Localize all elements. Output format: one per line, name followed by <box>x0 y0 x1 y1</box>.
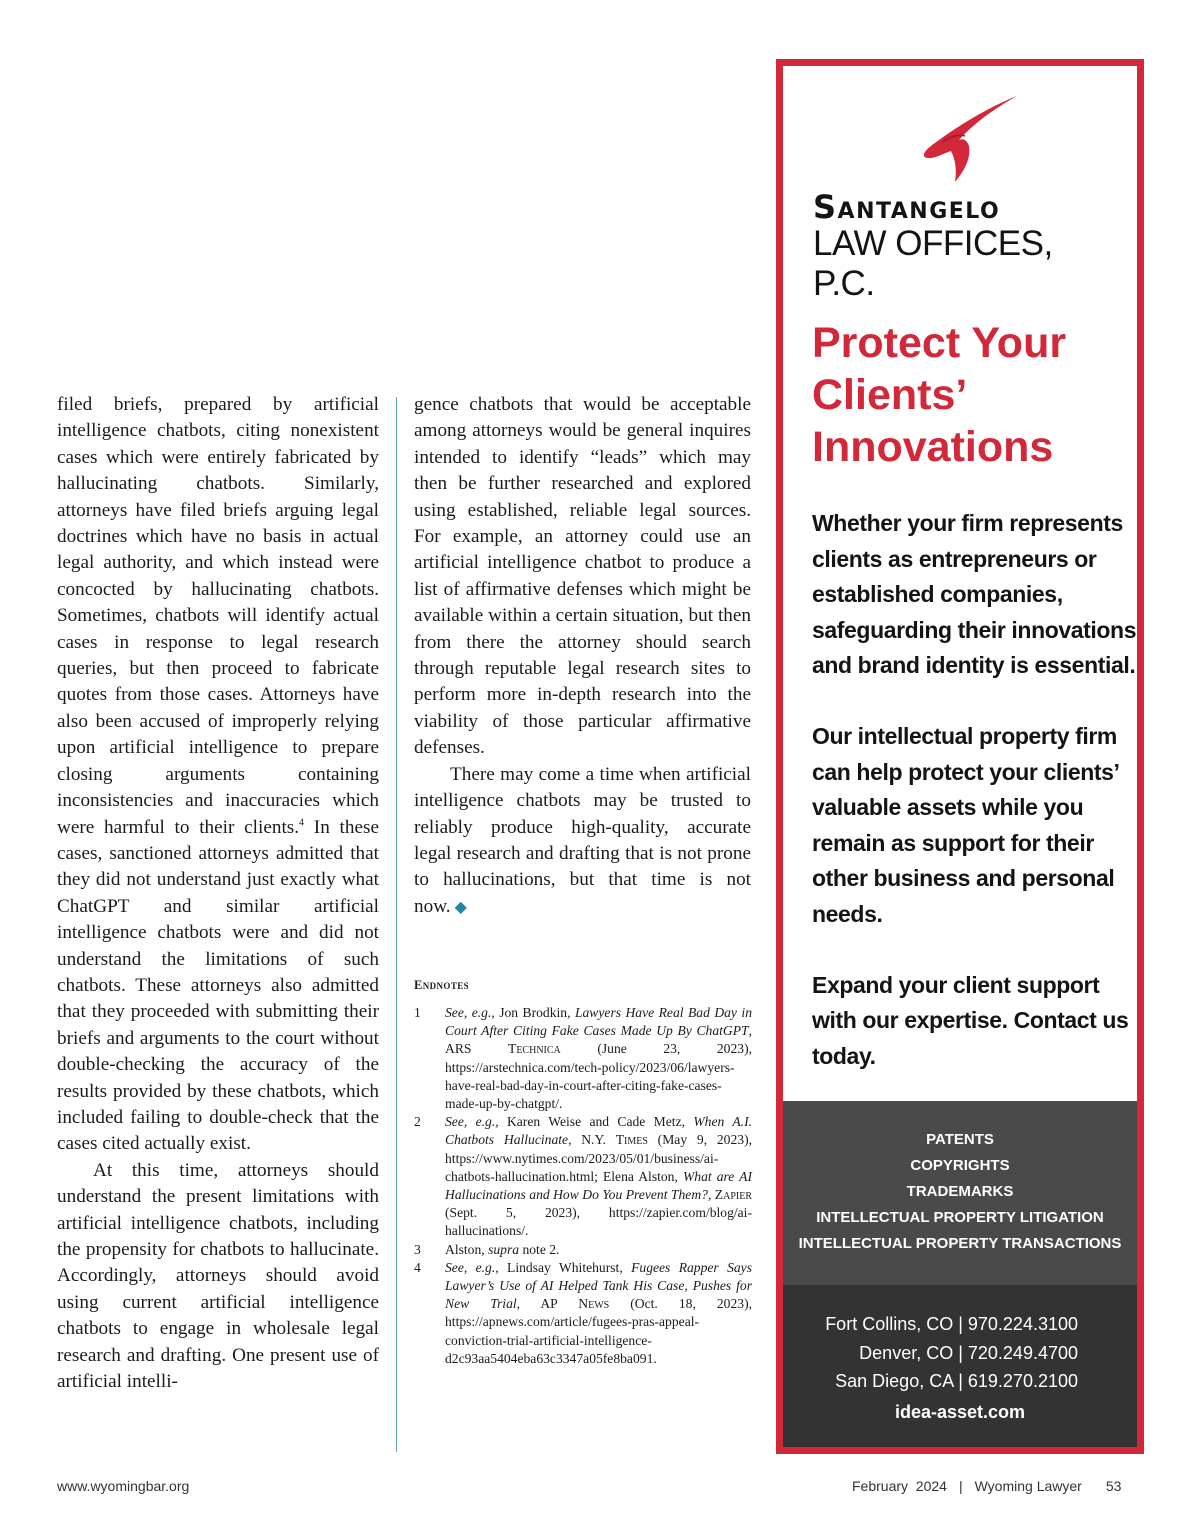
page-number: 53 <box>1105 1478 1122 1494</box>
office-contact[interactable]: Fort Collins, CO | 970.224.3100 <box>825 1314 1078 1334</box>
footer-publication-info <box>852 1478 1121 1494</box>
practice-areas-band <box>783 1101 1137 1285</box>
endnote-item <box>414 1259 752 1368</box>
endnote-text-run: (June 23, 2023), https://arstechnica.com/tech-policy/2023/06/lawyers-have-real-bad-day-in-court-after-citing-fake-cases-made-up-by-chatgpt/. <box>445 1041 753 1112</box>
footer-site-link[interactable]: www.wyomingbar.org <box>57 1478 190 1494</box>
footer-separator: | <box>958 1478 963 1494</box>
endnote-text-run: (May 9, 2023), https://www.nytimes.com/2023/05/01/business/ai-chatbots-hallucination.html; Elena Alston, <box>445 1132 752 1184</box>
endnote-text-run: Lindsay Whitehurst, <box>498 1259 632 1275</box>
swoosh-logo-icon <box>921 94 1021 184</box>
endnote-text-run: , AP <box>516 1296 579 1312</box>
paragraph: There may come a time when artificial intelligence chatbots may be trusted to reliably produce high-quality, accurate legal research and drafting that is not prone to hallucinations, but that time is not now. ◆ <box>414 763 751 917</box>
endnote-item <box>414 1241 752 1259</box>
endnote-text-run: Karen Weise and Cade Metz, <box>498 1114 694 1130</box>
endnote-text-run: Zapier <box>714 1187 752 1203</box>
publication-name: Wyoming Lawyer <box>974 1478 1082 1494</box>
practice-area: INTELLECTUAL PROPERTY LITIGATION <box>816 1209 1104 1226</box>
practice-area: COPYRIGHTS <box>910 1157 1010 1174</box>
issue-date: February 2024 <box>852 1478 947 1494</box>
endnote-number: 1 <box>414 1005 421 1020</box>
practice-area: INTELLECTUAL PROPERTY TRANSACTIONS <box>798 1235 1122 1252</box>
endnote-text <box>445 1113 752 1240</box>
end-mark-diamond-icon: ◆ <box>454 898 467 916</box>
ad-paragraph: Our intellectual property firm can help protect your clients’ valuable assets while you remain as support for their other business and personal needs. <box>812 723 1119 927</box>
endnote-text <box>445 1241 752 1259</box>
ad-paragraph: Expand your client support with our expertise. Contact us today. <box>812 971 1129 1069</box>
endnote-number: 4 <box>414 1259 421 1275</box>
endnote-ref[interactable]: 4 <box>299 817 305 829</box>
ad-headline: Protect Your Clients’ Innovations <box>812 319 1067 471</box>
endnote-item <box>414 1113 752 1240</box>
column-divider <box>396 397 397 1452</box>
endnote-text-run: See, e.g., <box>445 1114 499 1130</box>
practice-area: PATENTS <box>926 1131 994 1148</box>
endnote-text-run: Alston, <box>445 1241 489 1257</box>
endnote-text-run: What are AI Hallucinations and How Do You Prevent Them? <box>445 1168 752 1203</box>
endnote-text-run: , <box>707 1187 715 1203</box>
endnotes-heading: Endnotes <box>414 978 470 992</box>
website-link[interactable]: idea-asset.com <box>894 1401 1026 1422</box>
firm-name: Santangelo <box>813 188 1001 226</box>
endnote-text-run: Lawyers Have Real Bad Day in Court After Citing Fake Cases Made Up By ChatGPT <box>445 1005 752 1039</box>
endnote-text-run: Fugees Rapper Says Lawyer’s Use of AI Helped Tank His Case, Pushes for New Trial <box>445 1259 753 1312</box>
office-contact[interactable]: San Diego, CA | 619.270.2100 <box>835 1371 1078 1391</box>
endnote-text-run: Times <box>615 1132 648 1148</box>
endnote-text <box>445 1004 752 1113</box>
endnote-text-run: supra <box>488 1241 520 1257</box>
endnote-text-run: News <box>578 1296 610 1312</box>
paragraph: At this time, attorneys should understand the present limitations with artificial intelligence chatbots, including the propensity for chatbots to hallucinate. Accordingly, attorneys should avoid using current artificial intelligence chatbots to engage in wholesale legal research and drafting. One present use of artificial intelli- <box>57 1159 379 1393</box>
endnote-text-run: See, e.g., <box>445 1259 499 1275</box>
contact-band <box>783 1285 1137 1447</box>
endnote-text-run: (Sept. 5, 2023), https://zapier.com/blog/ai-hallucinations/. <box>445 1205 752 1239</box>
endnote-text-run: Technica <box>508 1041 561 1057</box>
endnote-text-run: When A.I. Chatbots Hallucinate <box>445 1114 753 1148</box>
paragraph: filed briefs, prepared by artificial intelligence chatbots, citing nonexistent cases which were entirely fabricated by hallucinating chatbots. Similarly, attorneys have filed briefs arguing legal doctrines which have no basis in actual legal authority, and which instead were concocted by hallucinating chatbots. Sometimes, chatbots will identify actual cases in response to legal research queries, but then proceed to fabricate quotes from those cases. Attorneys have also been accused of improperly relying upon artificial intelligence to prepare closing arguments containing inconsistencies and inaccuracies which were harmful to their clients.$^4$ In these cases, sanctioned attorneys admitted that they did not understand just exactly what ChatGPT and similar artificial intelligence chatbots were and did not understand the limitations of such chatbots. These attorneys also admitted that they proceeded with submitting their briefs and arguments to the court without double-checking the accuracy of the results provided by these chatbots, which included failing to double-check that the cases cited actually exist. <box>57 394 379 1155</box>
endnote-number: 2 <box>414 1114 421 1130</box>
endnote-text-run: , N.Y. <box>568 1132 616 1148</box>
advertisement[interactable] <box>776 59 1144 1454</box>
endnote-text-run: See, e.g., <box>445 1005 495 1020</box>
endnote-text-run: Jon Brodkin, <box>494 1005 575 1020</box>
endnotes-list <box>414 1004 752 1368</box>
article-column-left <box>57 392 379 1395</box>
article-column-middle <box>414 392 751 921</box>
endnote-text <box>445 1259 752 1368</box>
endnote-text-run: (Oct. 18, 2023), https://apnews.com/article/fugees-pras-appeal-conviction-trial-artificial-intelligence-d2c93aa5404eba63c3347a05fe8ba091. <box>445 1296 752 1366</box>
firm-subtitle: LAW OFFICES, P.C. <box>813 224 1053 303</box>
ad-body <box>812 506 1142 1110</box>
ad-paragraph: Whether your firm represents clients as entrepreneurs or established companies, safeguarding their innovations and brand identity is essential. <box>812 510 1137 678</box>
practice-area: TRADEMARKS <box>906 1183 1014 1200</box>
endnote-item <box>414 1004 752 1113</box>
endnote-text-run: , ARS <box>445 1023 752 1057</box>
paragraph: gence chatbots that would be acceptable among attorneys would be general inquires intended to identify “leads” which may then be further researched and explored using established, reliable legal sources. For example, an attorney could use an artificial intelligence chatbot to produce a list of affirmative defenses which might be available within a certain situation, but then from there the attorney should search through reputable legal research sites to perform more in-depth research into the viability of those particular affirmative defenses. <box>414 394 751 759</box>
endnote-number: 3 <box>414 1241 421 1257</box>
office-contact[interactable]: Denver, CO | 720.249.4700 <box>859 1342 1078 1363</box>
endnote-text-run: note 2. <box>519 1241 560 1257</box>
